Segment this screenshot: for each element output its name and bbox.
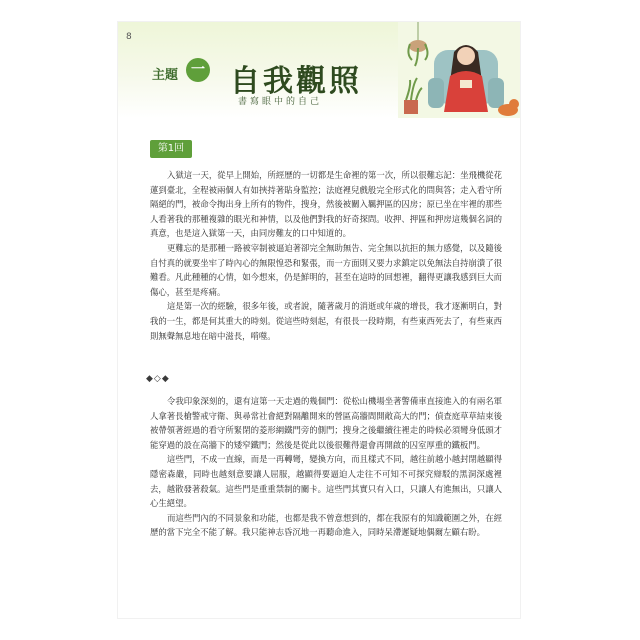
topic-number-badge: 一	[186, 58, 210, 82]
paragraph: 而這些門內的不同景象和功能，也都是我不曾意想到的，都在我原有的知識範圍之外，在經歷的當下完全不能了解。我只能神志昏沉地一再聽命進入，同時呆滯遲疑地偶爾左顧右盼。	[150, 512, 502, 538]
topic-label: 主題	[152, 68, 179, 83]
section-divider: ◆◇◆	[146, 374, 170, 384]
paragraph: 更難忘的是那種一路被宰制被逼迫著卻完全無助無告、完全無以抗拒的無力感覺，以及隨後自忖真的就要坐牢了時內心的無限惶恐和緊張，而一方面則又要力求鎮定以免無法自持崩潰了很難看。凡此種種的心情，如今想來，仍是鮮明的，甚至在這時的回想裡，翻得更讓我感到巨大而傷心，甚至是疼痛。	[150, 242, 502, 297]
section-badge: 第1回	[150, 140, 192, 158]
body-text-part2	[150, 394, 502, 540]
paragraph: 這些門，不成一直線，而是一再轉彎，變換方向，而且樣式不同，越往前越小越封閉越顯得隱密森嚴，同時也越刻意要讓人屈服，越顯得要逼迫人走往不可知不可探究辯駁的黑洞深處裡去，越散發著殺氣。這些門是重重禁制的關卡。這些門其實只有入口，只讓人有進無出，只讓人心生絕望。	[150, 454, 502, 509]
chapter-subtitle: 書寫眼中的自己	[238, 97, 323, 107]
body-text-part1	[150, 168, 502, 343]
paragraph: 入獄這一天，從早上開始，所經歷的一切都是生命裡的第一次，所以很難忘記：坐飛機從花蓮到臺北，全程被兩個人有如挾持著貼身監控；法庭裡兒戲般完全形式化的問與答；走入看守所隔絕的門，被命令掏出身上所有的物件，搜身，然後被關入羈押區的囚房；原已坐在牢裡的那些人看著我的那種複雜的眼光和神情，以及他們對我的好奇探問。收押、押區和押房這幾個名詞的真意，也是這入獄第一天，由同房難友的口中知道的。	[150, 170, 502, 239]
chapter-title: 自我觀照	[230, 64, 362, 99]
book-page	[118, 22, 520, 618]
page-number: 8	[126, 32, 132, 42]
chapter-header	[118, 22, 520, 118]
reading-woman-illustration	[398, 22, 520, 118]
paragraph: 這是第一次的經驗，很多年後，或者說，隨著歲月的消逝或年歲的增長，我才逐漸明白，對我的一生，都是何其重大的時刻。從這些時刻起，有很長一段時期，有些東西死去了，有些東西則無聲無息地在暗中滋長，啃噬。	[150, 301, 502, 341]
paragraph: 令我印象深刻的，還有這第一天走過的幾個門：從松山機場坐著警備車直接進入的有兩名軍人拿著長槍警戒守衛、與尋常社會絕對隔離開來的營區高牆間開敞高大的門；偵查庭草草結束後被帶領著經過的看守所緊閉的菱形網鐵門旁的側門；搜身之後繼續往裡走的時候必須彎身低頭才能穿過的設在高牆下的矮窄鐵門；然後是從此以後很難得還會再開啟的囚室厚重的鐵板門。	[150, 396, 502, 450]
